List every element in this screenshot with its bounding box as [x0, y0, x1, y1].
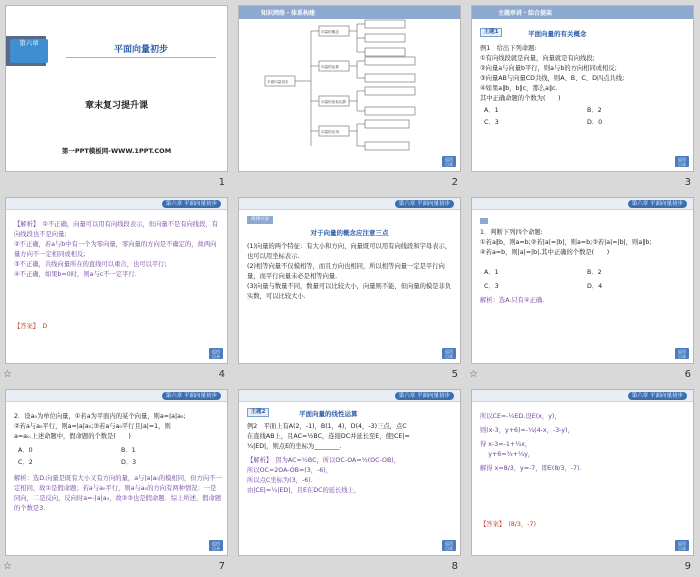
slide-8-nav-button: 返回 目录	[442, 540, 456, 551]
slide-1-badge-text: 第六章	[19, 39, 39, 47]
slide-9-chapter-tag: 第六章 平面向量初步	[628, 392, 687, 400]
slide-number: 3	[684, 177, 691, 188]
slide-transition-star-icon: ☆	[3, 369, 12, 380]
slide-6-problem	[480, 228, 688, 258]
slide-9-line: 解得 x=8/3，y=-7，即E(8/3，-7).	[480, 465, 582, 472]
slide-number: 5	[451, 369, 458, 380]
slide-number: 2	[451, 177, 458, 188]
slide-thumbnail-6[interactable]	[466, 192, 699, 384]
slide-8-line: 在直线AB上，且AC=½BC，连接DC并延长至E，使|CE|=	[247, 433, 410, 440]
slide-number: 6	[684, 369, 691, 380]
slide-3-option-a: A．1	[484, 107, 499, 114]
slide-9-solution	[480, 412, 688, 474]
slide-3-line: ①有向线段就是向量，向量就是有向线段;	[480, 55, 595, 62]
slide-3-line: ④如果a∥b，b∥c，那么a∥c.	[480, 85, 558, 92]
slide-3-line: ③向量AB与向量CD共线，则A、B、C、D四点共线;	[480, 75, 625, 82]
slide-6-line: ①若a∥b，则a=b;②若|a|=|b|，则a=b;③若|a|=|b|，则a∥b;	[480, 239, 652, 246]
slide-7-option-b: B．1	[121, 447, 136, 454]
slide-4-answer: 【答案】 D	[14, 323, 48, 330]
slide-1-canvas	[5, 5, 228, 172]
slide-3-problem	[480, 44, 690, 104]
slide-5-chapter-tag: 第六章 平面向量初步	[395, 200, 454, 208]
slide-number: 7	[218, 561, 225, 572]
slide-6-line: ④若a=b，则|a|=|b|.其中正确的个数是( )	[480, 249, 610, 256]
slide-thumbnail-9[interactable]	[466, 384, 699, 576]
slide-9-answer: 【答案】 (8/3，-7)	[480, 521, 536, 528]
slide-8-solution-line: 所以OC=2OA-OB=(3，-6)，	[247, 467, 333, 474]
slide-7-line: 2．设a₀为单位向量，①若a为平面内的某个向量，则a=|a|a₀;	[14, 413, 186, 420]
slide-thumbnail-2[interactable]	[233, 0, 466, 192]
slide-5-line: (1)向量的两个特征：有大小和方向，向量既可以用有向线段和字母表示，也可以用坐标表示.	[247, 243, 452, 260]
slide-3-option-d: D．0	[587, 119, 603, 126]
slide-8-line: 例2 平面上有A(2，-1)，B(1，4)，D(4，-3)三点，点C	[247, 423, 407, 430]
slide-8-line: ¼|ED|，则点E的坐标为________.	[247, 443, 342, 450]
slide-transition-star-icon: ☆	[3, 561, 12, 572]
slide-9-canvas	[471, 389, 694, 556]
slide-thumbnail-7[interactable]	[0, 384, 233, 576]
slide-transition-star-icon: ☆	[469, 369, 478, 380]
slide-6-chapter-tag: 第六章 平面向量初步	[628, 200, 687, 208]
slide-1-chapter-badge	[10, 39, 48, 63]
slide-5-line: (3)向量与数量不同，数量可以比较大小，向量则不能，但向量的模是非负实数，可以比较大小.	[247, 283, 452, 300]
slide-1-footer: 第一PPT模板网-WWW.1PPT.COM	[61, 147, 172, 155]
slide-3-header-title: 主题串讲・综合提高	[498, 10, 553, 17]
slide-6-bullet-icon	[480, 218, 488, 224]
slide-3-canvas	[471, 5, 694, 172]
slide-9-line: y+6=¾+¼y，	[480, 451, 535, 458]
slide-3-option-b: B．2	[587, 107, 602, 114]
slide-8-problem	[247, 422, 455, 452]
mind-map-node-operation: 向量的运算	[321, 65, 339, 69]
slide-2-canvas	[238, 5, 461, 172]
slide-6-canvas	[471, 197, 694, 364]
slide-6-solution: 解析：选A.只有④正确.	[480, 297, 545, 304]
slide-5-canvas	[238, 197, 461, 364]
slide-6-option-c: C．3	[484, 283, 499, 290]
slide-3-option-c: C．3	[484, 119, 499, 126]
slide-6-option-a: A．1	[484, 269, 499, 276]
slide-6-option-d: D．4	[587, 283, 603, 290]
slide-4-line: ③不正确，共线向量所在的直线可以重合，也可以平行;	[14, 261, 167, 268]
slide-3-topic-title: 平面向量的有关概念	[528, 30, 587, 38]
slide-number: 1	[218, 177, 225, 188]
slide-4-line: 【解析】 ①不正确，向量可以用有向线段表示，但向量不是有向线段，有向线段也不是向量;	[14, 221, 218, 238]
slide-7-solution: 解析：选D.向量是既有大小又有方向的量，a与|a|a₀的模相同，但方向不一定相同，故①是假命题；若a与a₀平行，则a与a₀的方向有两种情况：一是同向，二是反向，反向时a=-|a|a₀，故②③也是假命题．综上所述，假命题的个数是3.	[14, 475, 222, 512]
slide-5-nav-button: 返回 目录	[442, 348, 456, 359]
slide-thumbnail-8[interactable]	[233, 384, 466, 576]
slide-5-body	[247, 242, 455, 302]
slide-4-line: ④不正确，如果b=0时，则a与c不一定平行.	[14, 271, 137, 278]
slide-8-solution-line: 所以点C坐标为(3，-6).	[247, 477, 313, 484]
slide-8-solution-line: 【解析】 因为AC=½BC，所以OC-OA=½(OC-OB)，	[247, 457, 401, 464]
slide-3-topic-box: 主题1	[480, 28, 502, 37]
slide-7-line: a=a₀.上述命题中，假命题的个数是( )	[14, 433, 131, 440]
slide-7-line: ②若a与a₀平行，则a=|a|a₀;③若a与a₀平行且|a|=1，则	[14, 423, 171, 430]
slide-9-line: 所以CE=-¼ED.设E(x，y)，	[480, 413, 561, 420]
slide-7-problem	[14, 412, 222, 442]
mind-map-root: 平面向量初步	[267, 80, 289, 84]
slide-3-line: ②向量a与向量b平行，则a与b的方向相同或相反;	[480, 65, 617, 72]
slide-1-subtitle: 章末复习提升课	[84, 101, 148, 111]
slide-7-option-d: D．3	[121, 459, 137, 466]
slide-8-solution	[247, 456, 455, 496]
slide-9-line: 则(x-3，y+6)=-¼(4-x，-3-y)，	[480, 427, 574, 434]
slide-6-nav-button: 返回 目录	[675, 348, 689, 359]
slide-2-nav-button: 返回 目录	[442, 156, 456, 167]
slide-number: 8	[451, 561, 458, 572]
mind-map-diagram	[239, 6, 461, 172]
slide-2-header-title: 知识网络・体系构建	[261, 10, 316, 17]
slide-3-line: 其中正确命题的个数为( )	[480, 95, 561, 102]
slide-1-chapter-title: 平面向量初步	[66, 42, 216, 58]
slide-5-title: 对于向量的概念应注意三点	[310, 229, 389, 237]
slide-thumbnail-3[interactable]	[466, 0, 699, 192]
slide-4-chapter-tag: 第六章 平面向量初步	[162, 200, 221, 208]
slide-9-nav-button: 返回 目录	[675, 540, 689, 551]
slide-8-canvas	[238, 389, 461, 556]
slide-thumbnail-1[interactable]	[0, 0, 233, 192]
slide-3-line: 例1 给出下列命题:	[480, 45, 537, 52]
slide-8-topic-box: 主题2	[247, 408, 269, 417]
slide-thumbnail-4[interactable]	[0, 192, 233, 384]
slide-5-line: (2)相等向量不仅模相等，而且方向也相同，所以相等向量一定是平行向量，而平行向量未必是相等向量.	[247, 263, 445, 280]
slide-9-line: 得 x-3=-1+¼x，	[480, 441, 532, 448]
slide-8-solution-line: 由|CE|=¼|ED|，且E在DC的延长线上，	[247, 487, 361, 494]
slide-4-solution	[14, 220, 222, 280]
mind-map-node-application: 向量的应用	[321, 130, 339, 134]
slide-7-nav-button: 返回 目录	[209, 540, 223, 551]
slide-3-nav-button: 返回 目录	[675, 156, 689, 167]
slide-8-chapter-tag: 第六章 平面向量初步	[395, 392, 454, 400]
slide-7-option-a: A．0	[18, 447, 33, 454]
slide-6-option-b: B．2	[587, 269, 602, 276]
slide-4-line: ②不正确，若a与b中有一个为零向量，零向量的方向是不确定的，故两向量方向不一定相同或相反;	[14, 241, 217, 258]
slide-number: 4	[218, 369, 225, 380]
slide-7-option-c: C．2	[18, 459, 33, 466]
slide-thumbnail-5[interactable]	[233, 192, 466, 384]
slide-4-nav-button: 返回 目录	[209, 348, 223, 359]
slide-5-method-tag: 规律方法	[247, 216, 273, 224]
slide-8-topic-title: 平面向量的线性运算	[299, 410, 358, 418]
slide-number: 9	[684, 561, 691, 572]
slide-4-canvas	[5, 197, 228, 364]
slide-7-chapter-tag: 第六章 平面向量初步	[162, 392, 221, 400]
mind-map-node-concept: 向量的概念	[321, 30, 339, 34]
slide-6-line: 1．判断下列四个命题:	[480, 229, 543, 236]
mind-map-node-coordinate: 向量的坐标运算	[321, 100, 347, 104]
slide-7-canvas	[5, 389, 228, 556]
